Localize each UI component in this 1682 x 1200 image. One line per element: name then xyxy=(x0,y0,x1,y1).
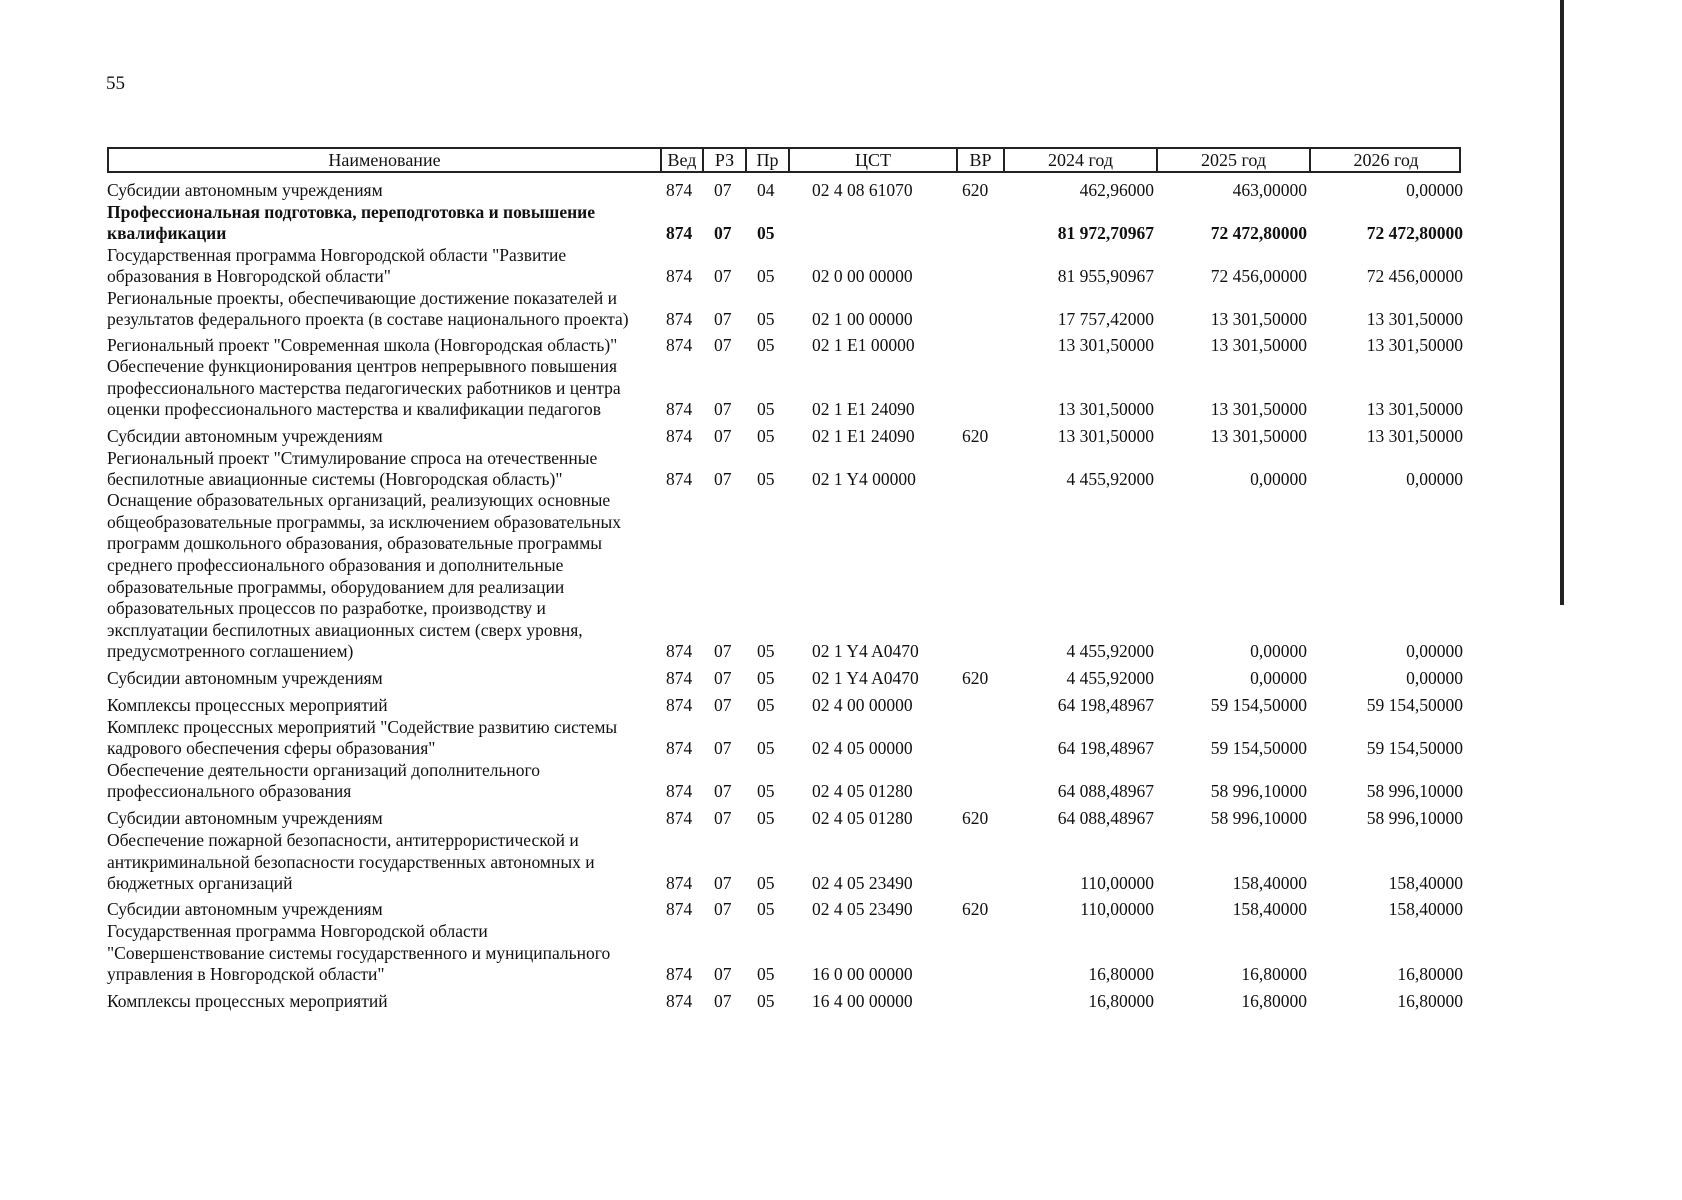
table-row xyxy=(0,830,1568,895)
row-name: Комплекс процессных мероприятий "Содействие развитию системы кадрового обеспечения сферы образования" xyxy=(107,716,618,759)
row-rz: 07 xyxy=(714,223,732,244)
row-y2026: 72 456,00000 xyxy=(1366,266,1463,287)
row-y2025: 0,00000 xyxy=(1250,641,1307,662)
row-y2024: 64 088,48967 xyxy=(1057,808,1154,829)
row-cst: 02 1 E1 24090 xyxy=(812,426,915,447)
column-header-rz: РЗ xyxy=(702,149,745,171)
table-row xyxy=(0,717,1568,760)
column-header-cst: ЦСТ xyxy=(788,149,956,171)
row-ved: 874 xyxy=(666,695,693,716)
row-cst: 02 4 05 01280 xyxy=(812,781,913,802)
row-rz: 07 xyxy=(714,335,732,356)
row-name: Региональные проекты, обеспечивающие достижение показателей и результатов федерального проекта (в составе национального проекта) xyxy=(107,287,629,330)
column-header-2025: 2025 год xyxy=(1156,149,1309,171)
row-pr: 05 xyxy=(757,223,775,244)
row-y2024: 81 972,70967 xyxy=(1057,223,1154,244)
row-y2026: 158,40000 xyxy=(1388,899,1463,920)
row-rz: 07 xyxy=(714,266,732,287)
row-rz: 07 xyxy=(714,808,732,829)
column-header-name: Наименование xyxy=(328,149,441,170)
row-pr: 05 xyxy=(757,991,775,1012)
row-ved: 874 xyxy=(666,899,693,920)
row-ved: 874 xyxy=(666,991,693,1012)
row-rz: 07 xyxy=(714,399,732,420)
table-row xyxy=(0,921,1568,986)
row-y2026: 13 301,50000 xyxy=(1366,335,1463,356)
row-y2024: 462,96000 xyxy=(1079,180,1154,201)
table-row xyxy=(0,991,1568,1013)
row-vr: 620 xyxy=(962,808,989,829)
row-cst: 02 4 05 01280 xyxy=(812,808,913,829)
row-y2025: 59 154,50000 xyxy=(1210,695,1307,716)
row-pr: 05 xyxy=(757,641,775,662)
row-ved: 874 xyxy=(666,180,693,201)
row-pr: 05 xyxy=(757,266,775,287)
row-y2026: 72 472,80000 xyxy=(1366,223,1463,244)
row-cst: 02 1 Y4 00000 xyxy=(812,469,916,490)
row-pr: 05 xyxy=(757,899,775,920)
row-y2025: 0,00000 xyxy=(1250,668,1307,689)
row-cst: 02 4 08 61070 xyxy=(812,180,913,201)
row-y2025: 0,00000 xyxy=(1250,469,1307,490)
row-y2026: 16,80000 xyxy=(1397,964,1463,985)
row-ved: 874 xyxy=(666,781,693,802)
row-vr: 620 xyxy=(962,426,989,447)
row-y2025: 463,00000 xyxy=(1232,180,1307,201)
table-row xyxy=(0,808,1568,830)
page-number: 55 xyxy=(106,73,125,94)
row-ved: 874 xyxy=(666,469,693,490)
row-ved: 874 xyxy=(666,964,693,985)
row-rz: 07 xyxy=(714,991,732,1012)
row-y2025: 13 301,50000 xyxy=(1210,426,1307,447)
row-rz: 07 xyxy=(714,180,732,201)
row-cst: 02 1 Y4 A0470 xyxy=(812,641,919,662)
row-name: Комплексы процессных мероприятий xyxy=(107,991,388,1012)
row-y2024: 110,00000 xyxy=(1080,873,1154,894)
row-pr: 05 xyxy=(757,469,775,490)
row-cst: 02 4 05 00000 xyxy=(812,738,913,759)
row-name: Оснащение образовательных организаций, реализующих основные общеобразовательные программы, за исключением образовательных программ дошкольного образования, образовательные программы среднего профессионального образования и дополнительные образовательные программы, оборудованием для реализации образовательных процессов по разработке, производству и эксплуатации беспилотных авиационных систем (сверх уровня, предусмотренного соглашением) xyxy=(107,490,622,662)
row-pr: 04 xyxy=(757,180,775,201)
row-y2024: 13 301,50000 xyxy=(1057,335,1154,356)
table-row xyxy=(0,695,1568,717)
row-pr: 05 xyxy=(757,781,775,802)
table-row xyxy=(0,448,1568,491)
row-ved: 874 xyxy=(666,309,693,330)
row-name: Субсидии автономным учреждениям xyxy=(107,899,383,920)
table-row xyxy=(0,245,1568,288)
row-y2026: 0,00000 xyxy=(1406,180,1463,201)
row-y2025: 16,80000 xyxy=(1241,964,1307,985)
table-row xyxy=(0,356,1568,421)
column-header-2026: 2026 год xyxy=(1309,149,1461,171)
row-pr: 05 xyxy=(757,964,775,985)
row-name: Обеспечение функционирования центров непрерывного повышения профессионального мастерства педагогических работников и центра оценки профессионального мастерства и квалификации педагогов xyxy=(107,356,621,420)
row-y2024: 4 455,92000 xyxy=(1066,641,1154,662)
row-rz: 07 xyxy=(714,781,732,802)
row-y2024: 64 198,48967 xyxy=(1057,695,1154,716)
table-row xyxy=(0,426,1568,448)
row-ved: 874 xyxy=(666,426,693,447)
row-pr: 05 xyxy=(757,335,775,356)
row-ved: 874 xyxy=(666,399,693,420)
row-y2026: 58 996,10000 xyxy=(1366,781,1463,802)
row-y2024: 13 301,50000 xyxy=(1057,399,1154,420)
row-y2026: 58 996,10000 xyxy=(1366,808,1463,829)
row-name: Субсидии автономным учреждениям xyxy=(107,808,383,829)
row-ved: 874 xyxy=(666,738,693,759)
row-ved: 874 xyxy=(666,668,693,689)
row-name: Региональный проект "Стимулирование спроса на отечественные беспилотные авиационные системы (Новгородская область)" xyxy=(107,447,598,490)
row-rz: 07 xyxy=(714,469,732,490)
row-rz: 07 xyxy=(714,738,732,759)
row-name: Субсидии автономным учреждениям xyxy=(107,668,383,689)
table-row xyxy=(0,668,1568,690)
row-ved: 874 xyxy=(666,873,693,894)
row-name: Профессиональная подготовка, переподготовка и повышение квалификации xyxy=(107,201,596,244)
table-row xyxy=(0,490,1568,663)
row-name: Государственная программа Новгородской области "Развитие образования в Новгородской области" xyxy=(107,244,567,287)
row-cst: 02 1 Y4 A0470 xyxy=(812,668,919,689)
row-y2026: 59 154,50000 xyxy=(1366,695,1463,716)
row-pr: 05 xyxy=(757,695,775,716)
row-y2026: 13 301,50000 xyxy=(1366,426,1463,447)
row-pr: 05 xyxy=(757,399,775,420)
row-rz: 07 xyxy=(714,964,732,985)
row-y2026: 16,80000 xyxy=(1397,991,1463,1012)
row-y2026: 59 154,50000 xyxy=(1366,738,1463,759)
row-y2026: 158,40000 xyxy=(1388,873,1463,894)
table-row xyxy=(0,180,1568,202)
row-y2026: 0,00000 xyxy=(1406,668,1463,689)
row-cst: 16 4 00 00000 xyxy=(812,991,913,1012)
row-name: Государственная программа Новгородской области "Совершенствование системы государственного и муниципального управления в Новгородской области" xyxy=(107,921,611,985)
row-ved: 874 xyxy=(666,335,693,356)
row-ved: 874 xyxy=(666,223,693,244)
row-y2024: 81 955,90967 xyxy=(1057,266,1154,287)
column-header-vr: ВР xyxy=(956,149,1003,171)
table-row xyxy=(0,335,1568,357)
row-y2025: 16,80000 xyxy=(1241,991,1307,1012)
row-pr: 05 xyxy=(757,309,775,330)
row-y2024: 4 455,92000 xyxy=(1066,668,1154,689)
row-vr: 620 xyxy=(962,180,989,201)
row-y2025: 59 154,50000 xyxy=(1210,738,1307,759)
row-y2025: 13 301,50000 xyxy=(1210,335,1307,356)
row-rz: 07 xyxy=(714,641,732,662)
row-pr: 05 xyxy=(757,808,775,829)
row-y2025: 158,40000 xyxy=(1232,899,1307,920)
row-rz: 07 xyxy=(714,873,732,894)
row-y2024: 110,00000 xyxy=(1080,899,1154,920)
row-cst: 02 1 E1 00000 xyxy=(812,335,915,356)
row-cst: 02 4 05 23490 xyxy=(812,873,913,894)
row-y2024: 16,80000 xyxy=(1088,964,1154,985)
row-y2024: 4 455,92000 xyxy=(1066,469,1154,490)
column-header-ved: Вед xyxy=(660,149,702,171)
row-pr: 05 xyxy=(757,426,775,447)
row-y2025: 72 472,80000 xyxy=(1210,223,1307,244)
row-cst: 16 0 00 00000 xyxy=(812,964,913,985)
row-pr: 05 xyxy=(757,668,775,689)
row-y2025: 58 996,10000 xyxy=(1210,808,1307,829)
row-name: Обеспечение деятельности организаций дополнительного профессионального образования xyxy=(107,759,541,802)
row-cst: 02 4 00 00000 xyxy=(812,695,913,716)
row-cst: 02 4 05 23490 xyxy=(812,899,913,920)
row-rz: 07 xyxy=(714,899,732,920)
row-y2025: 158,40000 xyxy=(1232,873,1307,894)
row-cst: 02 1 E1 24090 xyxy=(812,399,915,420)
row-name: Региональный проект "Современная школа (Новгородская область)" xyxy=(107,335,618,356)
row-cst: 02 0 00 00000 xyxy=(812,266,913,287)
row-ved: 874 xyxy=(666,641,693,662)
row-y2024: 16,80000 xyxy=(1088,991,1154,1012)
row-vr: 620 xyxy=(962,668,989,689)
row-ved: 874 xyxy=(666,808,693,829)
row-rz: 07 xyxy=(714,426,732,447)
table-row xyxy=(0,202,1568,245)
row-y2026: 13 301,50000 xyxy=(1366,399,1463,420)
table-row xyxy=(0,288,1568,331)
row-ved: 874 xyxy=(666,266,693,287)
row-rz: 07 xyxy=(714,309,732,330)
row-y2026: 0,00000 xyxy=(1406,641,1463,662)
row-y2025: 58 996,10000 xyxy=(1210,781,1307,802)
row-y2024: 13 301,50000 xyxy=(1057,426,1154,447)
column-header-pr: Пр xyxy=(745,149,788,171)
row-y2026: 13 301,50000 xyxy=(1366,309,1463,330)
row-rz: 07 xyxy=(714,668,732,689)
row-y2025: 13 301,50000 xyxy=(1210,399,1307,420)
row-rz: 07 xyxy=(714,695,732,716)
row-name: Обеспечение пожарной безопасности, антитеррористической и антикриминальной безопасности государственных автономных и бюджетных организаций xyxy=(107,830,595,894)
column-header-2024: 2024 год xyxy=(1003,149,1156,171)
row-y2024: 64 088,48967 xyxy=(1057,781,1154,802)
row-y2024: 17 757,42000 xyxy=(1057,309,1154,330)
row-pr: 05 xyxy=(757,873,775,894)
row-y2024: 64 198,48967 xyxy=(1057,738,1154,759)
table-row xyxy=(0,899,1568,921)
row-y2026: 0,00000 xyxy=(1406,469,1463,490)
row-cst: 02 1 00 00000 xyxy=(812,309,913,330)
row-name: Субсидии автономным учреждениям xyxy=(107,180,383,201)
row-y2025: 13 301,50000 xyxy=(1210,309,1307,330)
row-name: Комплексы процессных мероприятий xyxy=(107,695,388,716)
row-y2025: 72 456,00000 xyxy=(1210,266,1307,287)
table-row xyxy=(0,760,1568,803)
row-vr: 620 xyxy=(962,899,989,920)
row-name: Субсидии автономным учреждениям xyxy=(107,426,383,447)
row-pr: 05 xyxy=(757,738,775,759)
